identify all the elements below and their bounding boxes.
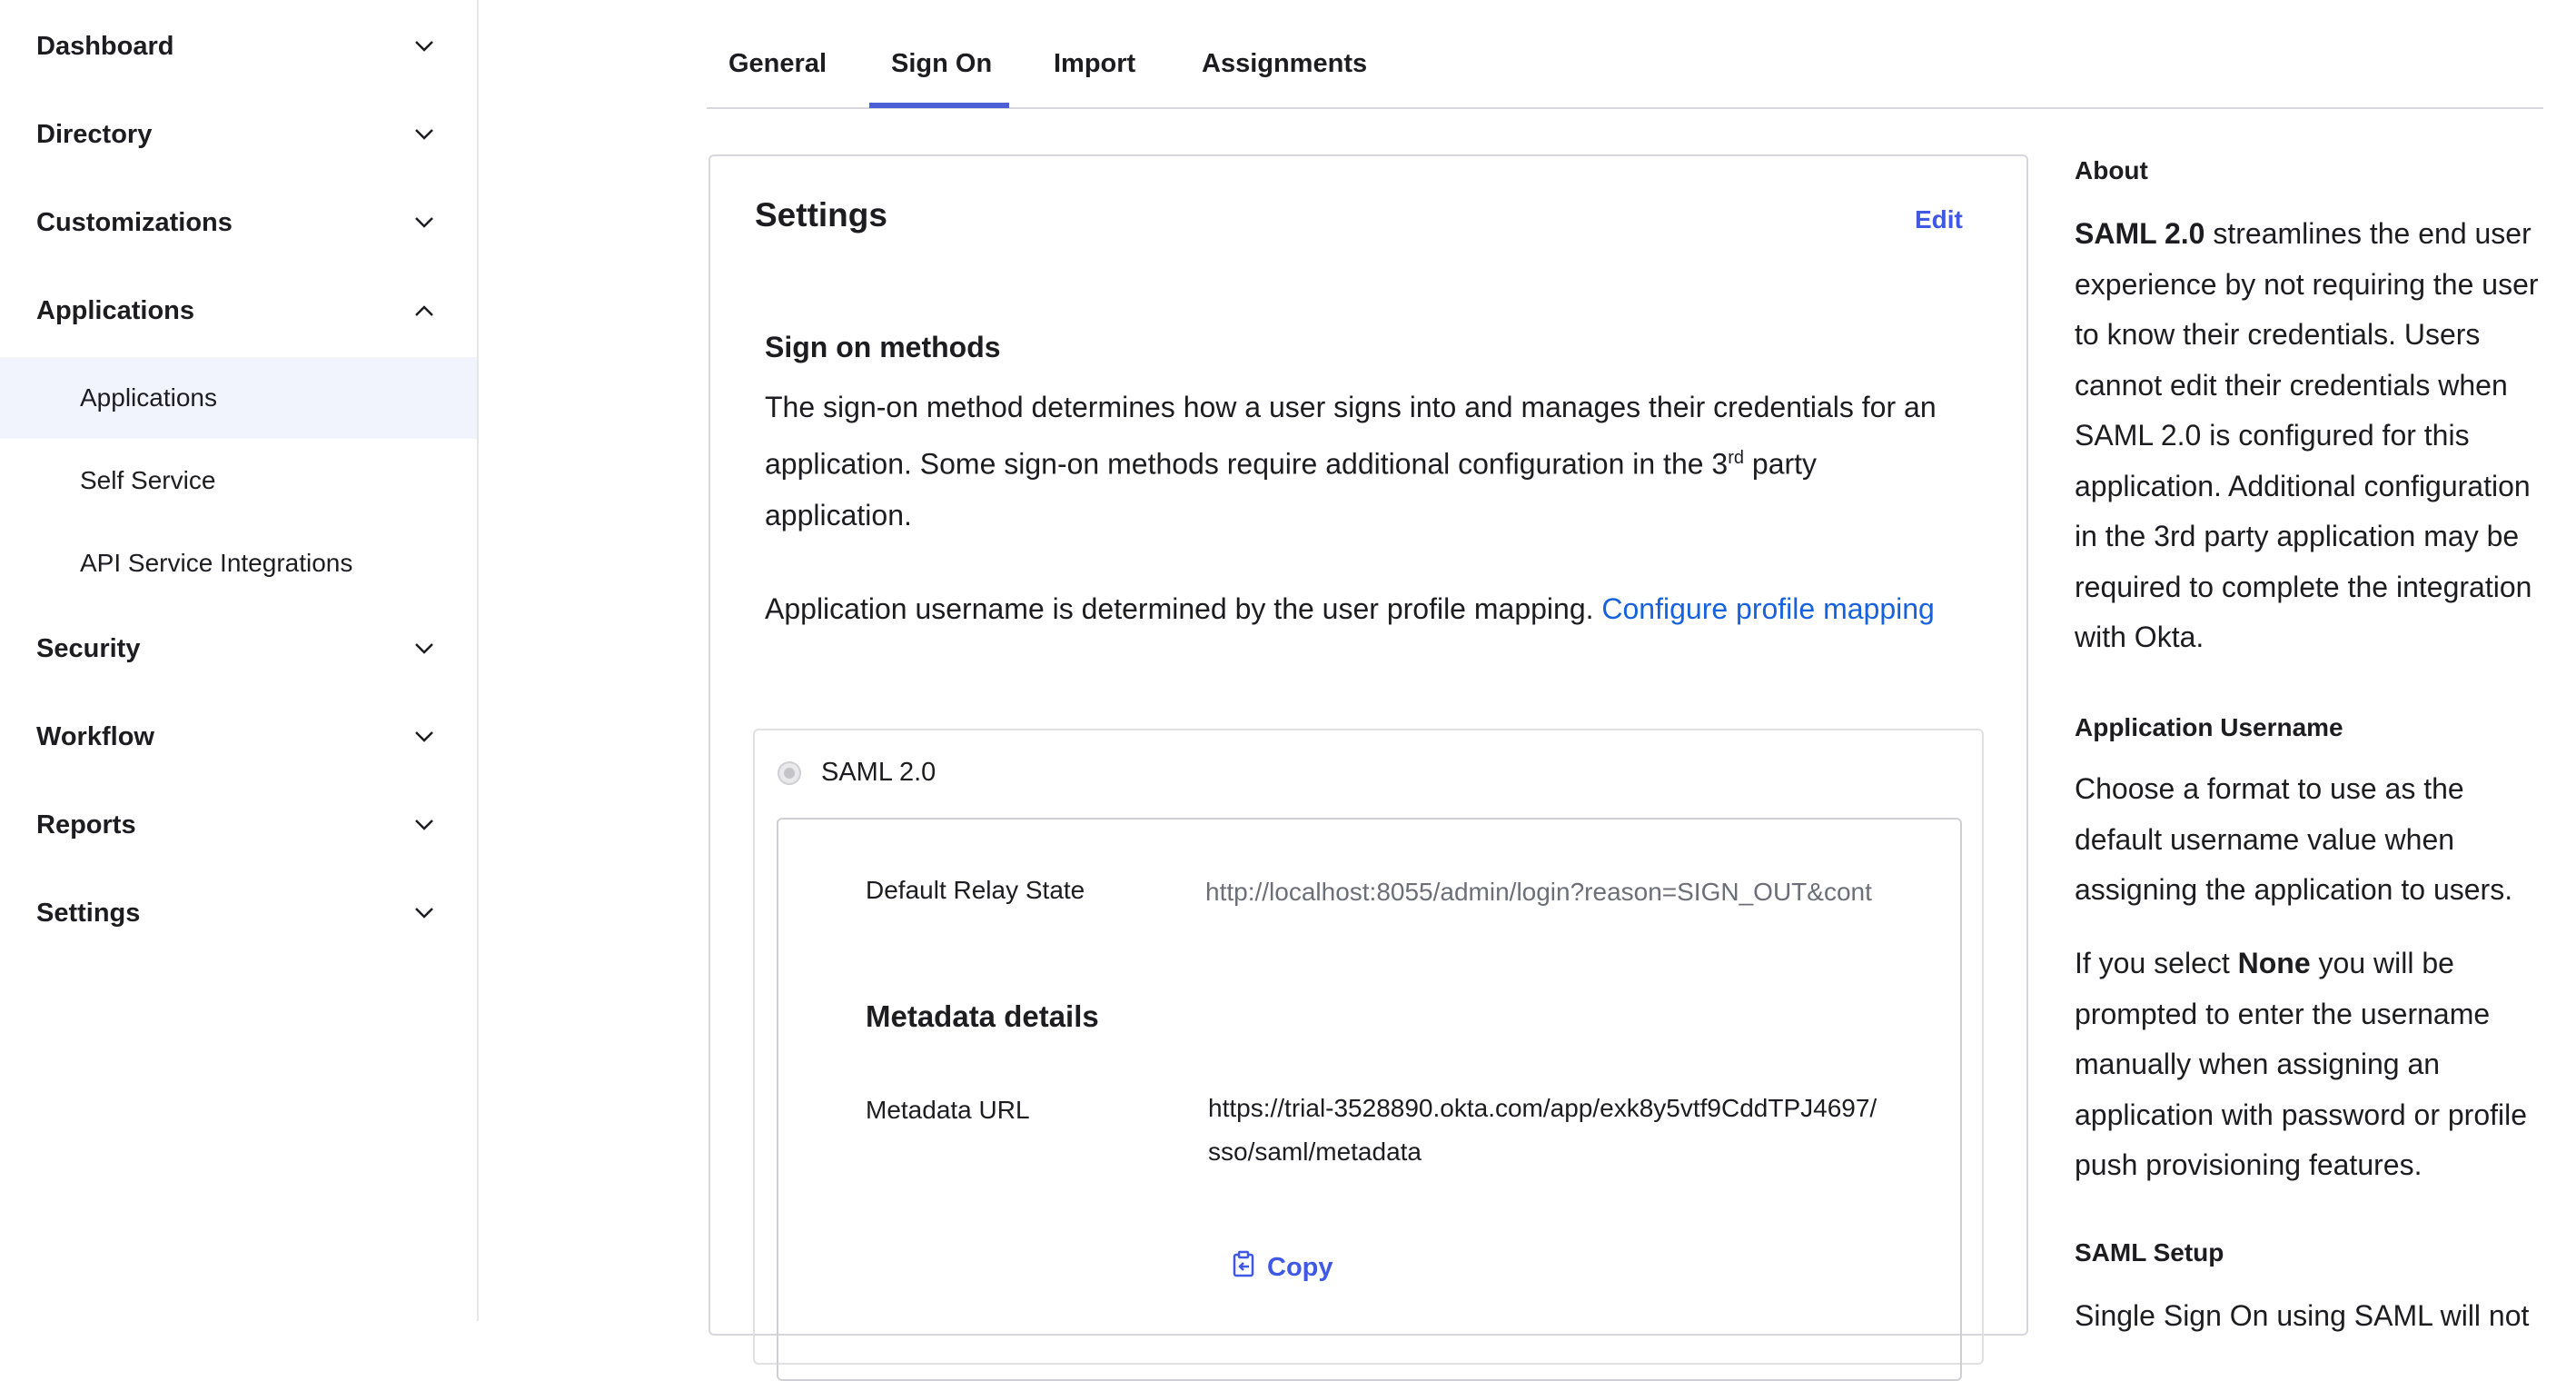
relay-state-value: http://localhost:8055/admin/login?reason=SIGN_OUT&cont: [1205, 878, 1872, 906]
nav-label: Applications: [36, 295, 195, 325]
sidebar-item-customizations[interactable]: [0, 195, 477, 250]
nav-label: Reports: [36, 810, 136, 840]
description-text-end: party application.: [765, 447, 1818, 532]
saml-radio[interactable]: [778, 761, 801, 785]
sign-on-method-option: [753, 729, 1984, 1365]
chevron-down-icon: [411, 635, 438, 662]
sidebar-item-applications[interactable]: [0, 283, 477, 338]
nav-label: Dashboard: [36, 31, 174, 61]
saml-setup-text: Single Sign On using SAML will not: [2075, 1299, 2530, 1332]
sidebar-subitem-api-service-integrations[interactable]: [0, 522, 477, 604]
tab-general[interactable]: General: [728, 49, 827, 78]
chevron-down-icon: [411, 811, 438, 839]
tab-sign-on[interactable]: Sign On: [891, 49, 993, 78]
application-username-none-text: [2075, 939, 2556, 1191]
sidebar-subitem-applications[interactable]: [0, 357, 477, 439]
metadata-url-value: https://trial-3528890.okta.com/app/exk8y5vtf9CddTPJ4697/sso/saml/metadata: [1208, 1094, 1878, 1166]
chevron-down-icon: [411, 33, 438, 60]
nav-label: Applications: [80, 383, 217, 412]
sidebar-item-workflow[interactable]: [0, 710, 477, 764]
nav-label: Self Service: [80, 466, 216, 494]
none-bold: None: [2237, 947, 2311, 979]
sidebar-item-security[interactable]: [0, 621, 477, 676]
none-text-b: you will be prompted to enter the username manually when assigning an application with password or profile push provisioning features.: [2075, 947, 2528, 1181]
chevron-down-icon: [411, 899, 438, 927]
username-description: [765, 583, 1955, 634]
nav-label: Security: [36, 633, 141, 663]
sidebar-item-reports[interactable]: [0, 798, 477, 852]
sidebar-item-directory[interactable]: [0, 107, 477, 162]
saml-details-panel: [777, 818, 1962, 1381]
saml-setup-title: SAML Setup: [2075, 1238, 2224, 1267]
metadata-details-title: Metadata details: [866, 999, 1099, 1033]
about-title: About: [2075, 156, 2148, 184]
sign-on-methods-title: Sign on methods: [765, 331, 1001, 363]
about-text: [2075, 209, 2556, 663]
nav-label: Workflow: [36, 721, 154, 751]
active-tab-indicator: [869, 103, 1009, 108]
tab-assignments[interactable]: Assignments: [1202, 49, 1368, 78]
settings-title: Settings: [755, 196, 887, 233]
configure-profile-mapping-link[interactable]: Configure profile mapping: [1601, 592, 1935, 625]
nav-label: API Service Integrations: [80, 549, 353, 577]
sidebar-item-dashboard[interactable]: [0, 19, 477, 74]
settings-card: [708, 154, 2028, 1336]
chevron-down-icon: [411, 209, 438, 236]
application-username-text: Choose a format to use as the default username value when assigning the application to users.: [2075, 772, 2513, 906]
copy-label: Copy: [1267, 1252, 1333, 1282]
nav-label: Settings: [36, 898, 141, 928]
sidebar: [0, 0, 479, 1321]
application-username-title: Application Username: [2075, 713, 2343, 741]
sidebar-item-settings[interactable]: [0, 886, 477, 940]
sidebar-subitem-self-service[interactable]: [0, 440, 477, 522]
chevron-up-icon: [411, 297, 438, 324]
username-text: Application username is determined by the user profile mapping.: [765, 592, 1602, 625]
saml-label: SAML 2.0: [821, 758, 936, 787]
edit-button[interactable]: Edit: [1915, 205, 1963, 233]
about-bold: SAML 2.0: [2075, 217, 2205, 250]
chevron-down-icon: [411, 723, 438, 750]
description-sup: rd: [1728, 448, 1745, 468]
nav-label: Directory: [36, 119, 153, 149]
copy-button[interactable]: [1233, 1250, 1333, 1285]
metadata-url-label: Metadata URL: [866, 1096, 1030, 1124]
nav-label: Customizations: [36, 207, 233, 237]
chevron-down-icon: [411, 121, 438, 148]
about-rest: streamlines the end user experience by not requiring the user to know their credentials. Users cannot edit their credentials when SAML 2.0 is configured for this application. Additional configuration in the 3rd party application may be required to complete the integration with Okta.: [2075, 217, 2539, 653]
sign-on-description: [765, 382, 1955, 541]
relay-state-label: Default Relay State: [866, 876, 1085, 904]
none-text-a: If you select: [2075, 947, 2238, 979]
description-text: The sign-on method determines how a user signs into and manages their credentials for an application. Some sign-on methods require additional configuration in the 3: [765, 391, 1937, 481]
tab-import[interactable]: Import: [1054, 49, 1136, 78]
clipboard-icon: [1233, 1250, 1254, 1285]
